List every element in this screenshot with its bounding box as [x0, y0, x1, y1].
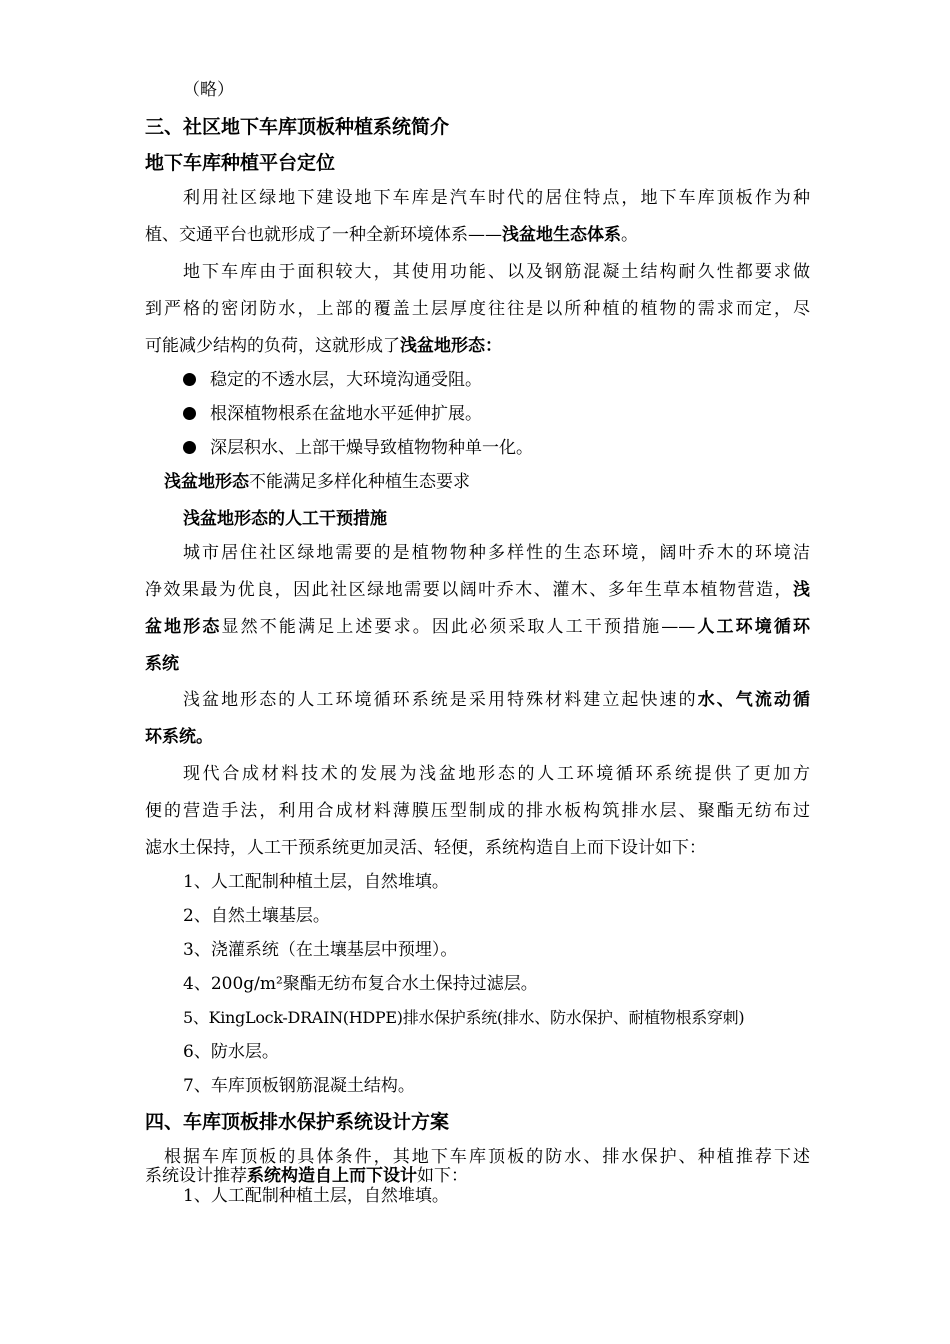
conclusion-text: 不能满足多样化种植生态要求 — [249, 472, 470, 492]
omitted-note: （略） — [183, 80, 234, 100]
p3-line1: 城市居住社区绿地需要的是植物物种多样性的生态环境，阔叶乔木的环境洁 — [183, 543, 810, 563]
bullet-dot-icon — [183, 407, 196, 420]
measures-heading: 浅盆地形态的人工干预措施 — [183, 509, 387, 529]
p2-line3-bold: 浅盆地形态： — [400, 336, 502, 356]
bullet-item: 根深植物根系在盆地水平延伸扩展。 — [183, 404, 848, 424]
s4-p1-line1: 根据车库顶板的具体条件，其地下车库顶板的防水、排水保护、种植推荐下述 — [164, 1147, 810, 1167]
p3-line2 — [145, 580, 810, 600]
bullet-dot-icon — [183, 441, 196, 454]
bullet-item: 稳定的不透水层，大环境沟通受阻。 — [183, 370, 848, 390]
p5-line2: 便的营造手法，利用合成材料薄膜压型制成的排水板构筑排水层、聚酯无纺布过 — [145, 801, 810, 821]
p3-line2-bold: 浅 — [793, 580, 810, 600]
p4-line2: 环系统。 — [145, 727, 213, 747]
section3-subheading: 地下车库种植平台定位 — [145, 152, 336, 174]
p2-line3-text: 可能减少结构的负荷，这就形成了 — [145, 336, 400, 356]
p4-line1 — [183, 690, 810, 710]
layer-item: 1、人工配制种植土层，自然堆填。 — [183, 872, 449, 892]
s4-layer-item: 1、人工配制种植土层，自然堆填。 — [183, 1186, 449, 1206]
p3-line3-text: 显然不能满足上述要求。因此必须采取人工干预措施—— — [221, 617, 696, 637]
p1-line2 — [145, 225, 810, 245]
s4-p1-line2-text: 系统设计推荐 — [145, 1166, 247, 1186]
p2-line2: 到严格的密闭防水，上部的覆盖土层厚度往往是以所种植的植物的需求而定，尽 — [145, 299, 810, 319]
p2-line1: 地下车库由于面积较大，其使用功能、以及钢筋混凝土结构耐久性都要求做 — [183, 262, 810, 282]
layer-item: 3、浇灌系统（在土壤基层中预埋）。 — [183, 940, 458, 960]
bullet-dot-icon — [183, 373, 196, 386]
layer-item: 2、自然土壤基层。 — [183, 906, 330, 926]
s4-p1-line2 — [145, 1166, 810, 1186]
conclusion-bold: 浅盆地形态 — [164, 472, 249, 492]
p3-line4: 系统 — [145, 654, 179, 674]
p3-line2-text: 净效果最为优良，因此社区绿地需要以阔叶乔木、灌木、多年生草本植物营造， — [145, 580, 793, 600]
s4-p1-line2-end: 如下： — [417, 1166, 468, 1186]
p2-line3 — [145, 336, 810, 356]
p1-line1: 利用社区绿地下建设地下车库是汽车时代的居住特点，地下车库顶板作为种 — [183, 188, 810, 208]
p4-line1-bold: 水、气流动循 — [697, 690, 810, 710]
s4-p1-line2-bold: 系统构造自上而下设计 — [247, 1166, 417, 1186]
p5-line3: 滤水土保持，人工干预系统更加灵活、轻便，系统构造自上而下设计如下： — [145, 838, 706, 858]
layer-item: 5、KingLock-DRAIN(HDPE)排水保护系统(排水、防水保护、耐植物根系穿刺) — [183, 1008, 745, 1027]
p3-line3-bold-start: 盆地形态 — [145, 617, 222, 637]
p1-line2-bold: 浅盆地生态体系 — [502, 225, 621, 245]
layer-item: 7、车库顶板钢筋混凝土结构。 — [183, 1076, 415, 1096]
p3-line3 — [145, 617, 810, 637]
bullet-item: 深层积水、上部干燥导致植物物种单一化。 — [183, 438, 848, 458]
p3-line3-bold-end: 人工环境循环 — [695, 617, 811, 637]
section3-heading: 三、社区地下车库顶板种植系统简介 — [145, 116, 450, 138]
p5-line1: 现代合成材料技术的发展为浅盆地形态的人工环境循环系统提供了更加方 — [183, 764, 810, 784]
conclusion-line — [164, 472, 829, 492]
layer-item: 6、防水层。 — [183, 1042, 279, 1062]
p4-line1-text: 浅盆地形态的人工环境循环系统是采用特殊材料建立起快速的 — [183, 690, 698, 710]
p1-line2-end: 。 — [621, 225, 638, 245]
layer-item: 4、200g/m²聚酯无纺布复合水土保持过滤层。 — [183, 974, 538, 994]
p1-line2-text: 植、交通平台也就形成了一种全新环境体系—— — [145, 225, 502, 245]
section4-heading: 四、车库顶板排水保护系统设计方案 — [145, 1111, 450, 1133]
